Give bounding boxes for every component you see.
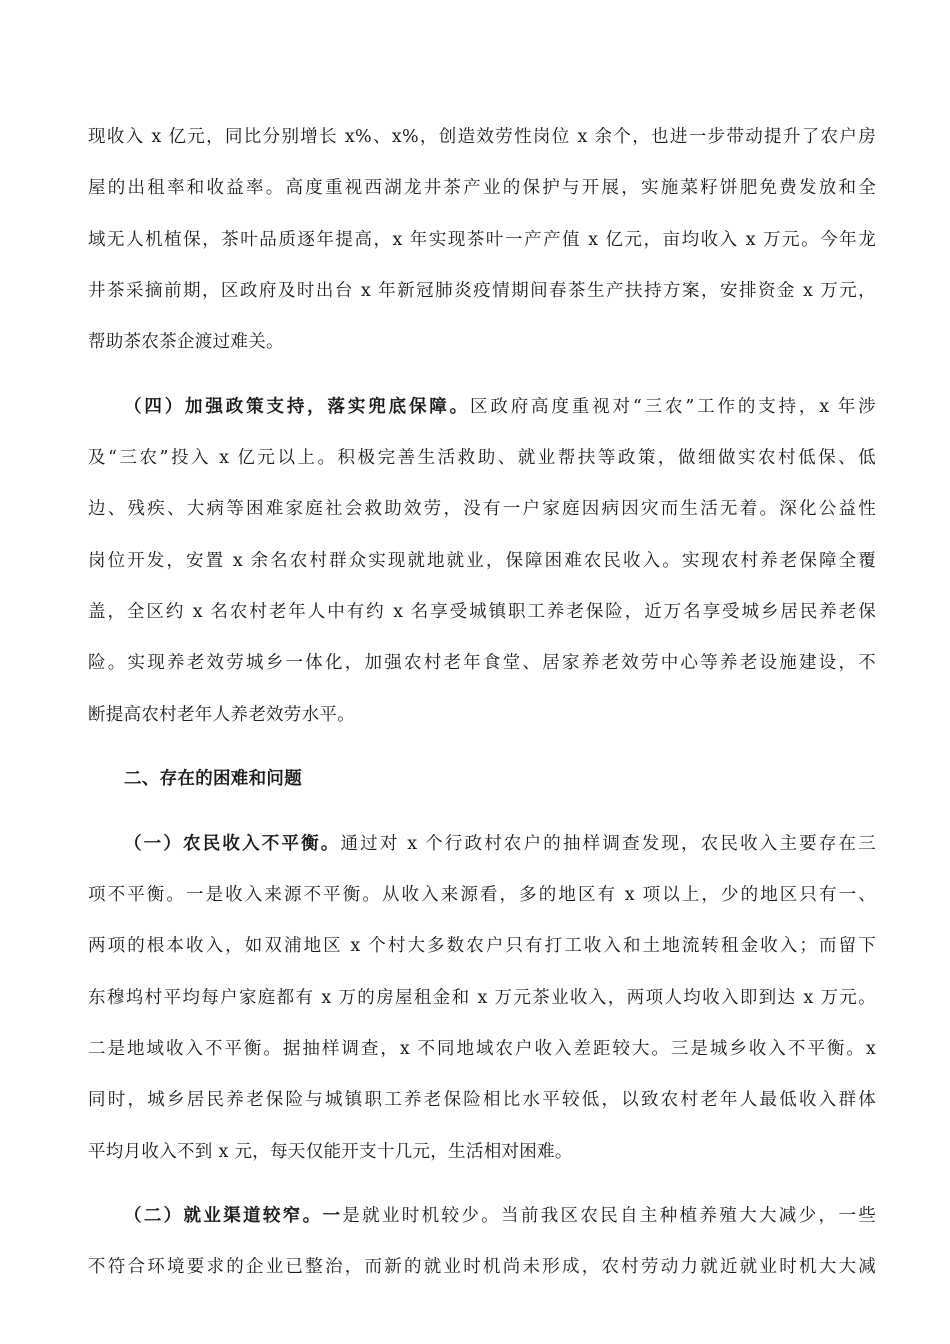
document-page	[88, 118, 876, 1300]
text-line: 域无人机植保，茶叶品质逐年提高，x 年实现茶叶一产产值 x 亿元，亩均收入 x 万元。今年龙	[88, 229, 876, 250]
text-line: 帮助茶农茶企渡过难关。	[88, 332, 284, 353]
paragraph-heading: （四）加强政策支持，落实兜底保障。	[124, 396, 470, 417]
text-line: 二是地域收入不平衡。据抽样调查，x 不同地域农户收入差距较大。三是城乡收入不平衡。x	[88, 1038, 876, 1059]
text-line: 盖，全区约 x 名农村老年人中有约 x 名享受城镇职工养老保险，近万名享受城乡居民养老保	[88, 601, 876, 622]
text-line: 同时，城乡居民养老保险与城镇职工养老保险相比水平较低，以致农村老年人最低收入群体	[88, 1090, 876, 1111]
paragraph-p2	[88, 388, 876, 734]
text-line: 屋的出租率和收益率。高度重视西湖龙井茶产业的保护与开展，实施菜籽饼肥免费发放和全	[88, 178, 876, 199]
text-run: 通过对 x 个行政村农户的抽样调查发现，农民收入主要存在三	[340, 833, 876, 854]
text-line	[88, 1197, 876, 1235]
text-line: 不符合环境要求的企业已整治，而新的就业时机尚未形成，农村劳动力就近就业时机大大减	[88, 1257, 876, 1278]
text-run: 区政府高度重视对“三农”工作的支持，x 年涉	[470, 396, 876, 417]
text-line: 现收入 x 亿元，同比分别增长 x%、x%，创造效劳性岗位 x 余个，也进一步带动提升了农户房	[88, 127, 876, 147]
text-line: 险。实现养老效劳城乡一体化，加强农村老年食堂、居家养老效劳中心等养老设施建设，不	[88, 653, 876, 674]
text-line: 岗位开发，安置 x 余名农村群众实现就地就业，保障困难农民收入。实现农村养老保障全覆	[88, 550, 876, 571]
text-line	[88, 388, 876, 426]
text-run: 是就业时机较少。当前我区农民自主种植养殖大大减少，一些	[342, 1206, 876, 1227]
text-line: 平均月收入不到 x 元，每天仅能开支十几元，生活相对困难。	[88, 1141, 573, 1162]
text-line: 项不平衡。一是收入来源不平衡。从收入来源看，多的地区有 x 项以上，少的地区只有一、	[88, 885, 876, 906]
text-line: 东穆坞村平均每户家庭都有 x 万的房屋租金和 x 万元茶业收入，两项人均收入即到达 x 万元。	[88, 987, 876, 1008]
paragraph-p1	[88, 118, 876, 361]
text-line: 两项的根本收入，如双浦地区 x 个村大多数农户只有打工收入和土地流转租金收入；而留下	[88, 936, 876, 957]
text-line: 及“三农”投入 x 亿元以上。积极完善生活救助、就业帮扶等政策，做细做实农村低保、低	[88, 448, 876, 469]
paragraph-p3	[88, 825, 876, 1171]
text-line: 井茶采摘前期，区政府及时出台 x 年新冠肺炎疫情期间春茶生产扶持方案，安排资金 x 万元，	[88, 280, 876, 301]
paragraph-heading: （一）农民收入不平衡。	[124, 833, 341, 854]
section-title: 二、存在的困难和问题	[124, 769, 302, 790]
text-line: 断提高农村老年人养老效劳水平。	[88, 704, 355, 725]
text-line: 边、残疾、大病等困难家庭社会救助效劳，没有一户家庭因病因灾而生活无着。深化公益性	[88, 499, 876, 520]
paragraph-p4	[88, 1197, 876, 1286]
paragraph-heading-tail: 一	[322, 1206, 343, 1227]
paragraph-heading: （二）就业渠道较窄。	[124, 1206, 323, 1227]
text-line	[88, 825, 876, 863]
